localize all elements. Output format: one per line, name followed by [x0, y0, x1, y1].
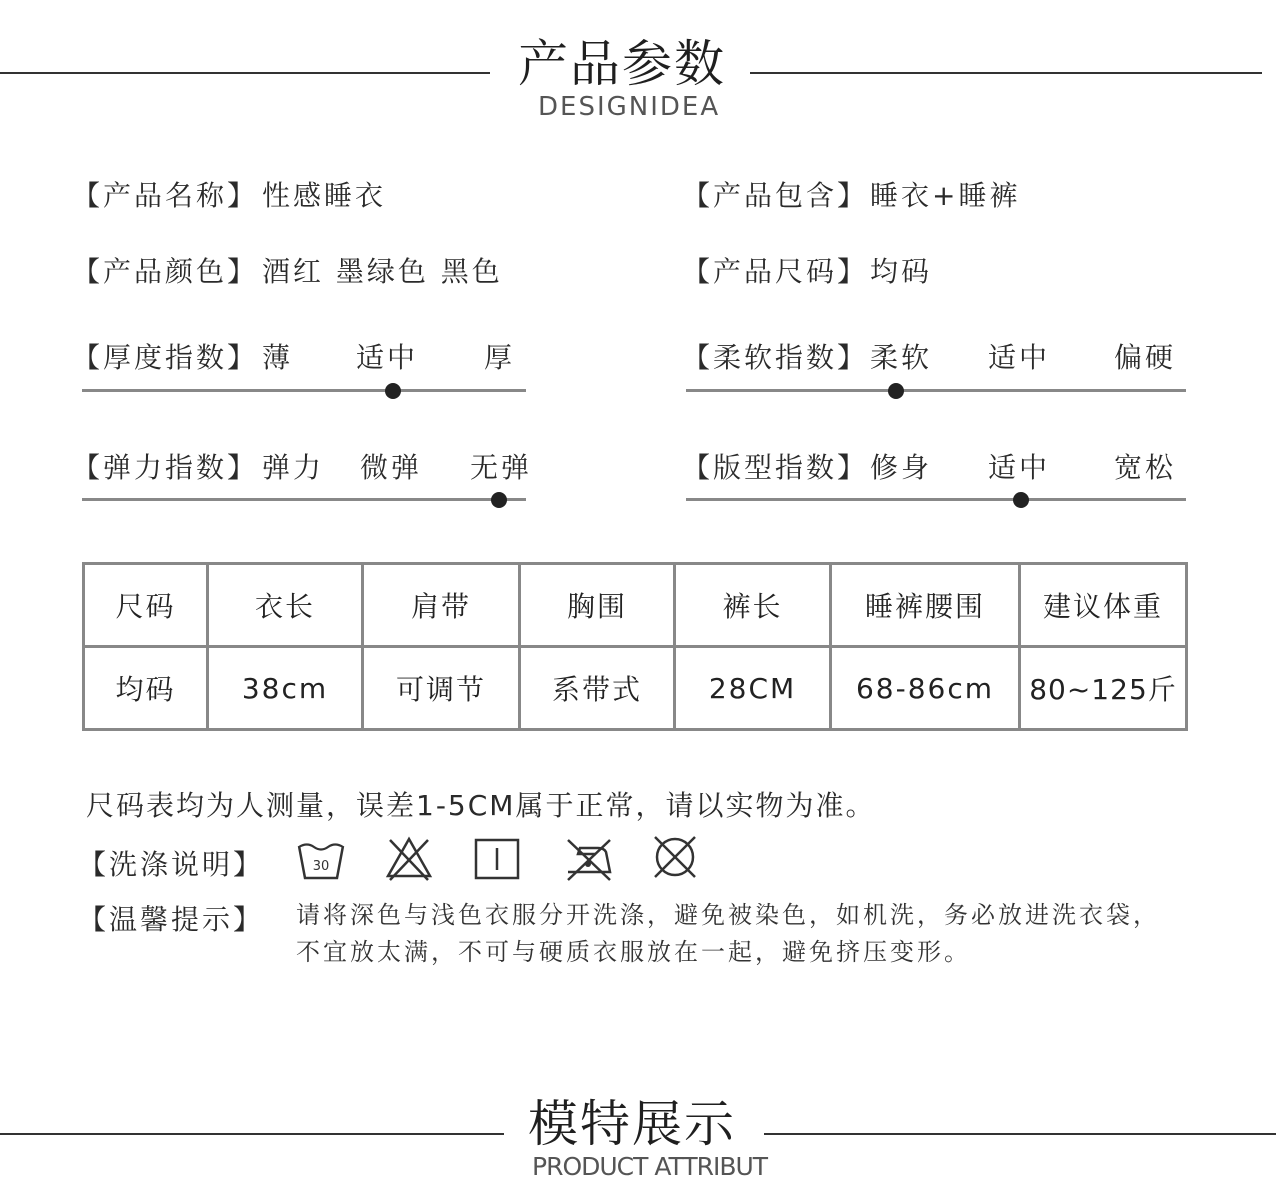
size-table-cell: 系带式	[520, 647, 675, 730]
elasticity-index-label: 【弹力指数】	[72, 451, 259, 484]
softness-slider-knob	[888, 383, 904, 399]
size-table-header: 建议体重	[1020, 564, 1187, 647]
thickness-option-1: 薄	[262, 341, 294, 374]
line-dry-icon	[472, 836, 522, 882]
product-size-value: 均码	[870, 255, 933, 288]
footer-title: 模特展示	[528, 1095, 736, 1153]
elasticity-slider-knob	[491, 492, 507, 508]
size-table-header: 衣长	[208, 564, 363, 647]
tips-text: 请将深色与浅色衣服分开洗涤，避免被染色，如机洗，务必放进洗衣袋，不宜放太满，不可与硬质衣服放在一起，避免挤压变形。	[296, 901, 1160, 966]
svg-text:30: 30	[312, 859, 330, 874]
size-table-cell: 可调节	[363, 647, 520, 730]
fit-option-1: 修身	[870, 451, 933, 484]
thickness-index-label: 【厚度指数】	[72, 341, 259, 374]
softness-index-label: 【柔软指数】	[682, 341, 869, 374]
fit-option-3: 宽松	[1114, 451, 1177, 484]
softness-option-2: 适中	[988, 341, 1051, 374]
size-note: 尺码表均为人测量，误差1-5CM属于正常，请以实物为准。	[86, 789, 876, 822]
size-table-cell: 均码	[84, 647, 208, 730]
size-table-header: 肩带	[363, 564, 520, 647]
softness-option-3: 偏硬	[1114, 341, 1177, 374]
size-table-cell: 38cm	[208, 647, 363, 730]
elasticity-slider-track	[82, 498, 526, 501]
product-contents-label: 【产品包含】	[682, 179, 869, 212]
fit-option-2: 适中	[988, 451, 1051, 484]
product-name-label: 【产品名称】	[72, 179, 259, 212]
size-table-cell: 68-86cm	[831, 647, 1020, 730]
thickness-slider-track	[82, 389, 526, 392]
thickness-option-2: 适中	[356, 341, 419, 374]
fit-slider-track	[686, 498, 1186, 501]
section-subtitle: DESIGNIDEA	[538, 92, 721, 122]
footer-line-left	[0, 1133, 504, 1135]
size-table-header: 睡裤腰围	[831, 564, 1020, 647]
size-table-header-row	[84, 564, 1187, 647]
section-title: 产品参数	[518, 35, 726, 93]
product-color-value: 酒红 墨绿色 黑色	[262, 255, 503, 288]
size-table-header: 胸围	[520, 564, 675, 647]
elasticity-option-3: 无弹	[470, 451, 533, 484]
size-table	[82, 562, 1188, 731]
no-iron-icon	[562, 834, 616, 884]
no-dry-clean-icon	[650, 832, 700, 882]
no-bleach-icon	[384, 834, 434, 884]
footer-subtitle: PRODUCT ATTRIBUT	[532, 1152, 768, 1181]
size-table-header: 裤长	[675, 564, 831, 647]
elasticity-option-2: 微弹	[360, 451, 423, 484]
header-line-left	[0, 72, 490, 74]
header-line-right	[750, 72, 1262, 74]
elasticity-option-1: 弹力	[262, 451, 325, 484]
thickness-slider-knob	[385, 383, 401, 399]
softness-option-1: 柔软	[870, 341, 933, 374]
wash-30-icon	[296, 838, 346, 884]
product-size-label: 【产品尺码】	[682, 255, 869, 288]
thickness-option-3: 厚	[484, 341, 516, 374]
product-name-value: 性感睡衣	[262, 179, 387, 212]
fit-slider-knob	[1013, 492, 1029, 508]
fit-index-label: 【版型指数】	[682, 451, 869, 484]
tips-label: 【温馨提示】	[78, 903, 265, 936]
softness-slider-track	[686, 389, 1186, 392]
table-row	[84, 647, 1187, 730]
size-table-cell: 28CM	[675, 647, 831, 730]
product-color-label: 【产品颜色】	[72, 255, 259, 288]
size-table-header: 尺码	[84, 564, 208, 647]
washing-label: 【洗涤说明】	[78, 848, 265, 881]
size-table-cell: 80~125斤	[1020, 647, 1187, 730]
footer-line-right	[764, 1133, 1276, 1135]
product-contents-value: 睡衣+睡裤	[870, 179, 1021, 212]
